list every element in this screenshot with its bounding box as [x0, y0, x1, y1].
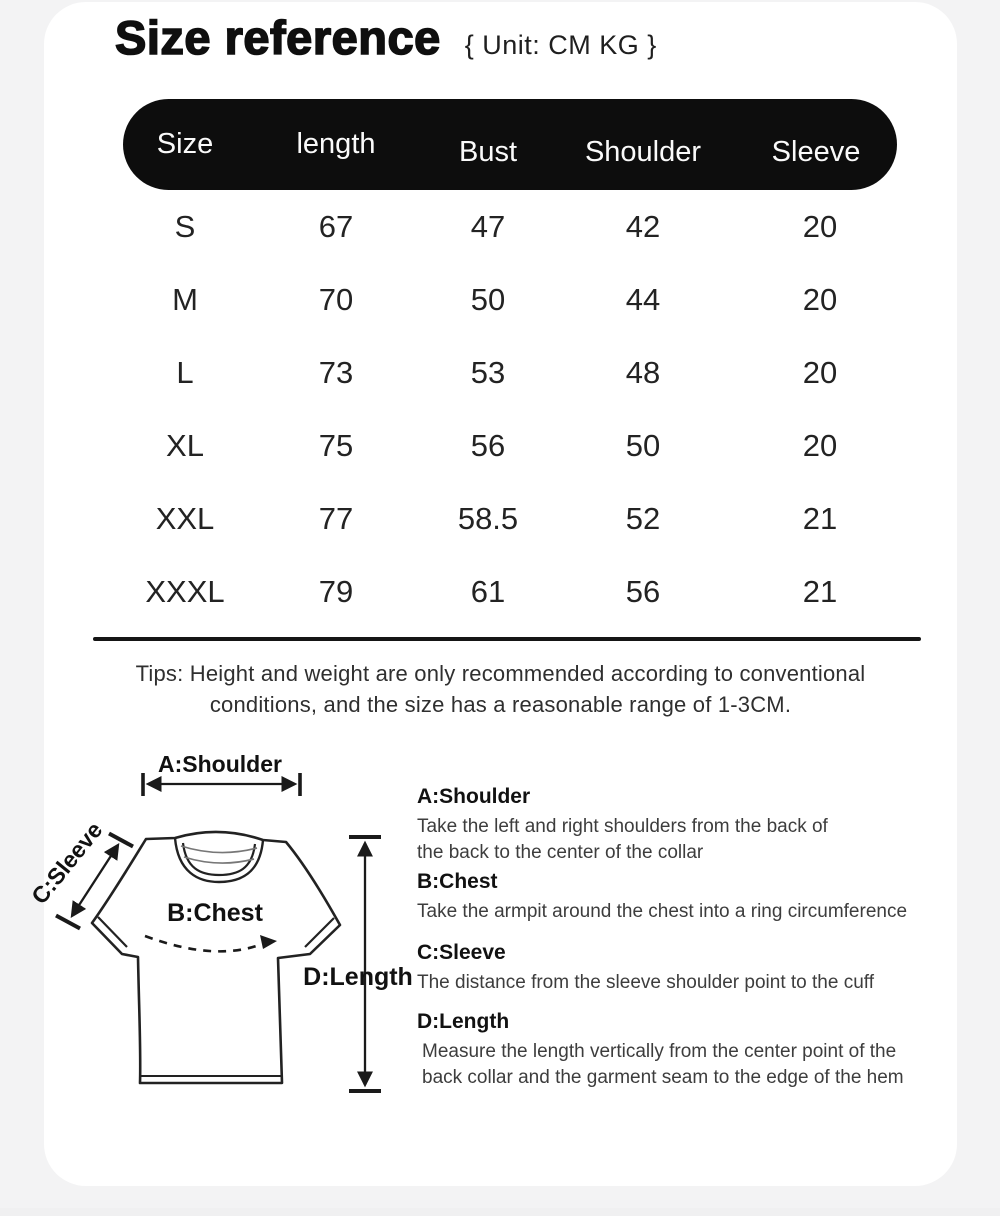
- diagram-label-chest: B:Chest: [167, 899, 263, 927]
- guide-sleeve-text: The distance from the sleeve shoulder point to the cuff: [417, 972, 874, 993]
- table-row: [123, 190, 905, 263]
- diagram-label-sleeve: C:Sleeve: [26, 817, 108, 909]
- unit-note: { Unit: CM KG }: [464, 30, 657, 60]
- guide-chest: [417, 870, 907, 925]
- table-row: [123, 263, 905, 336]
- length-value: 77: [318, 500, 354, 536]
- size-label: L: [176, 354, 194, 390]
- shoulder-value: 48: [625, 354, 661, 390]
- guide-chest-text: Take the armpit around the chest into a ring circumference: [417, 901, 908, 922]
- size-label: M: [172, 281, 198, 317]
- sleeve-value: 20: [802, 208, 838, 244]
- guide-shoulder-heading: A:Shoulder: [417, 785, 531, 808]
- shoulder-value: 56: [625, 573, 661, 609]
- column-header-length: length: [296, 128, 376, 160]
- column-header-shoulder: Shoulder: [584, 136, 702, 168]
- sleeve-tick-bottom: [56, 916, 80, 929]
- size-reference-card: [26, 2, 957, 1186]
- diagram-label-length: D:Length: [303, 963, 413, 991]
- shoulder-value: 42: [625, 208, 661, 244]
- column-header-size: Size: [156, 128, 214, 160]
- size-label: XXXL: [145, 573, 225, 609]
- shoulder-value: 52: [625, 500, 661, 536]
- tshirt-measurement-diagram: [26, 740, 450, 1110]
- guide-shoulder-text: Take the left and right shoulders from the back of: [417, 816, 828, 837]
- page-bottom-strip: [0, 1208, 1000, 1216]
- guide-sleeve: [417, 941, 874, 996]
- sleeve-tick-top: [109, 834, 133, 847]
- length-value: 73: [318, 354, 354, 390]
- bust-value: 56: [470, 427, 506, 463]
- diagram-label-shoulder: A:Shoulder: [158, 751, 282, 777]
- tips-line-2: conditions, and the size has a reasonable range of 1-3CM.: [209, 692, 792, 717]
- size-label: S: [174, 208, 196, 244]
- table-row: [123, 555, 905, 628]
- guide-length-heading: D:Length: [417, 1010, 510, 1033]
- table-row: [123, 336, 905, 409]
- length-value: 70: [318, 281, 354, 317]
- column-header-bust: Bust: [458, 136, 518, 168]
- bust-value: 50: [470, 281, 506, 317]
- size-label: XXL: [155, 500, 215, 536]
- sleeve-value: 20: [802, 427, 838, 463]
- size-table-body: [123, 190, 905, 628]
- sleeve-value: 21: [802, 500, 838, 536]
- guide-sleeve-heading: C:Sleeve: [417, 941, 506, 964]
- bust-value: 58.5: [457, 500, 519, 536]
- length-value: 79: [318, 573, 354, 609]
- guide-length: [417, 1010, 904, 1091]
- guide-length-text: back collar and the garment seam to the edge of the hem: [422, 1067, 904, 1088]
- size-table-header: [123, 99, 897, 190]
- shoulder-value: 44: [625, 281, 661, 317]
- tips-text: [44, 658, 957, 720]
- sleeve-value: 21: [802, 573, 838, 609]
- shoulder-value: 50: [625, 427, 661, 463]
- tshirt-outline: [92, 832, 340, 1083]
- sleeve-value: 20: [802, 354, 838, 390]
- guide-chest-heading: B:Chest: [417, 870, 498, 893]
- bust-value: 61: [470, 573, 506, 609]
- sleeve-value: 20: [802, 281, 838, 317]
- page-title: Size reference: [115, 11, 441, 64]
- table-row: [123, 409, 905, 482]
- guide-shoulder: [417, 785, 828, 866]
- guide-length-text: Measure the length vertically from the center point of the: [422, 1041, 897, 1062]
- guide-shoulder-text: the back to the center of the collar: [417, 842, 704, 863]
- title-row: [115, 10, 657, 65]
- size-label: XL: [166, 427, 204, 463]
- column-header-sleeve: Sleeve: [771, 136, 861, 168]
- divider-line: [93, 637, 921, 641]
- table-row: [123, 482, 905, 555]
- bust-value: 53: [470, 354, 506, 390]
- tips-line-1: Tips: Height and weight are only recommended according to conventional: [135, 661, 866, 686]
- bust-value: 47: [470, 208, 506, 244]
- length-value: 75: [318, 427, 354, 463]
- length-value: 67: [318, 208, 354, 244]
